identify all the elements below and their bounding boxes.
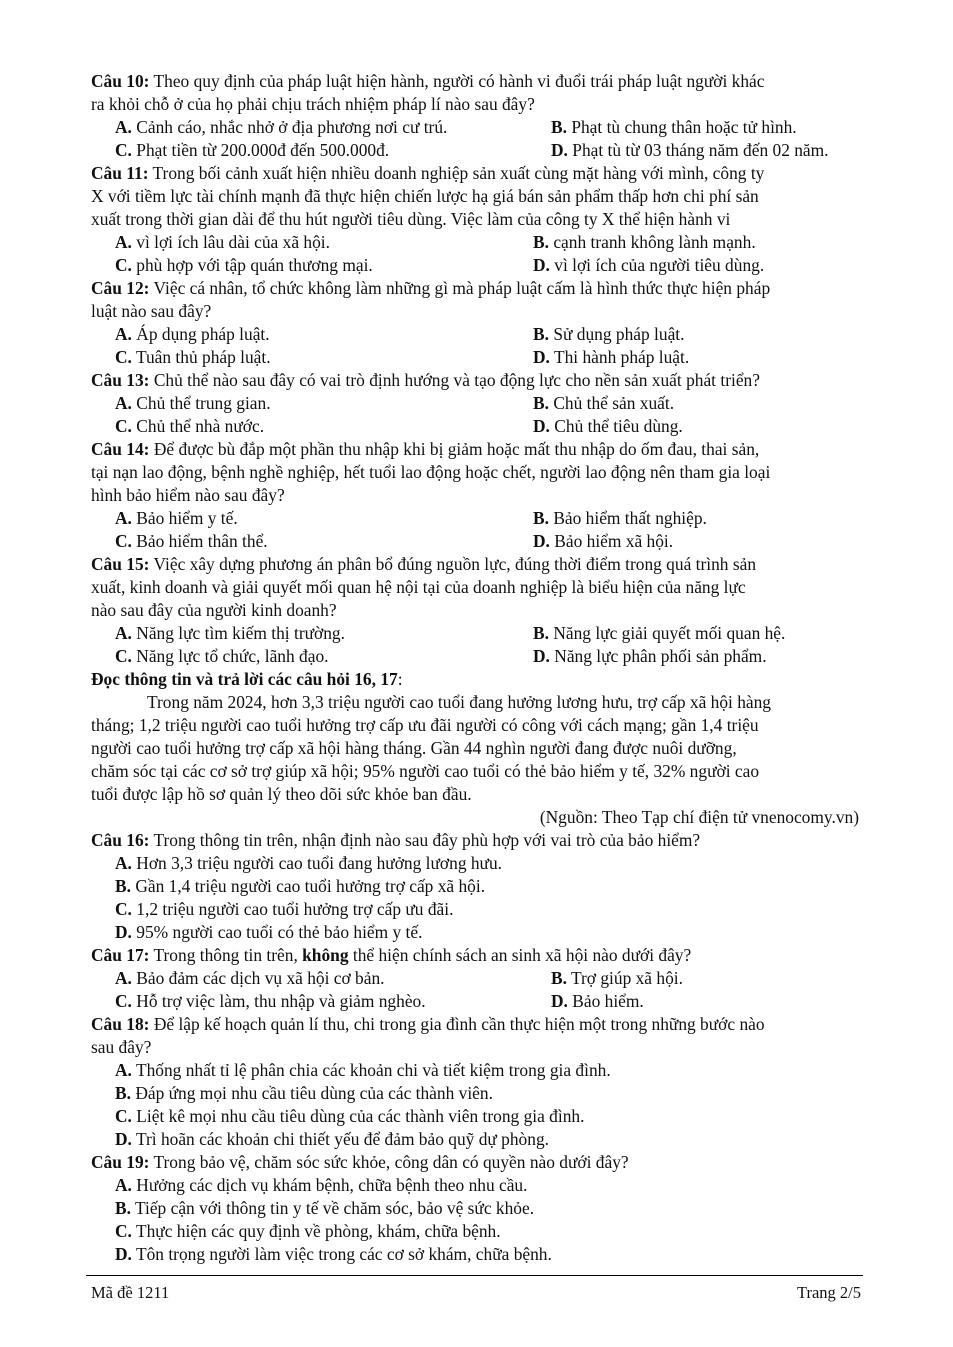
- question-stem: [91, 162, 863, 185]
- question-number: Câu 16:: [91, 830, 150, 850]
- option-c: C. Chủ thể nhà nước.: [115, 416, 265, 436]
- question-stem: [91, 277, 863, 300]
- exam-code: Mã đề 1211: [91, 1283, 170, 1302]
- option-c: C. Liệt kê mọi nhu cầu tiêu dùng của các thành viên trong gia đình.: [115, 1106, 585, 1126]
- question-stem-cont: nào sau đây của người kinh doanh?: [91, 600, 337, 620]
- option-a: A. Chủ thể trung gian.: [115, 393, 271, 413]
- question-stem-cont: sau đây?: [91, 1037, 152, 1057]
- option-c: C. Thực hiện các quy định về phòng, khám, chữa bệnh.: [115, 1221, 501, 1241]
- option-c: C. 1,2 triệu người cao tuổi hưởng trợ cấp ưu đãi.: [115, 899, 454, 919]
- option-a: A. vì lợi ích lâu dài của xã hội.: [115, 232, 330, 252]
- question-stem-cont: xuất, kinh doanh và giải quyết mối quan hệ nội tại của doanh nghiệp là biểu hiện của năng lực: [91, 577, 746, 597]
- options-row: [91, 231, 863, 254]
- question-text: Việc xây dựng phương án phân bổ đúng nguồn lực, đúng thời điểm trong quá trình sản: [149, 554, 757, 574]
- passage-line: người cao tuổi hưởng trợ cấp xã hội hàng tháng. Gần 44 nghìn người đang được nuôi dưỡng,: [91, 738, 737, 758]
- question-stem: Câu 17: Trong thông tin trên, không thể hiện chính sách an sinh xã hội nào dưới đây?: [91, 945, 692, 965]
- passage-line: tuổi được lập hồ sơ quản lý theo dõi sức khỏe ban đầu.: [91, 784, 472, 804]
- question-text: Theo quy định của pháp luật hiện hành, người có hành vi đuổi trái pháp luật người khác: [149, 71, 765, 91]
- option-b: B. Phạt tù chung thân hoặc tử hình.: [551, 117, 797, 137]
- option-a: A. Bảo hiểm y tế.: [115, 508, 238, 528]
- reading-passage: [91, 668, 863, 829]
- option-d: D. Chủ thể tiêu dùng.: [533, 416, 683, 436]
- question-stem: [91, 1151, 863, 1174]
- question-number: Câu 19:: [91, 1152, 150, 1172]
- option-a: A. Năng lực tìm kiếm thị trường.: [115, 623, 345, 643]
- question-number: Câu 17:: [91, 945, 150, 965]
- options-row: [91, 507, 863, 530]
- passage-line: chăm sóc tại các cơ sở trợ giúp xã hội; 95% người cao tuổi có thẻ bảo hiểm y tế, 32% người cao: [91, 761, 760, 781]
- question-number: Câu 14:: [91, 439, 150, 459]
- question-text: Chủ thể nào sau đây có vai trò định hướng và tạo động lực cho nền sản xuất phát triển?: [149, 370, 760, 390]
- question-15: [91, 553, 863, 668]
- passage-source: (Nguồn: Theo Tạp chí điện tử vnenocomy.vn): [539, 807, 859, 827]
- options-row: [91, 530, 863, 553]
- option-c: C. Năng lực tổ chức, lãnh đạo.: [115, 646, 329, 666]
- exam-content: [91, 70, 863, 1266]
- option-a: A. Cảnh cáo, nhắc nhở ở địa phương nơi cư trú.: [115, 117, 448, 137]
- question-stem-cont: tại nạn lao động, bệnh nghề nghiệp, hết tuổi lao động hoặc chết, người lao động nên tham gia loại: [91, 462, 771, 482]
- option-c: C. Phạt tiền từ 200.000đ đến 500.000đ.: [115, 140, 390, 160]
- option-d: D. Bảo hiểm xã hội.: [533, 531, 674, 551]
- question-10: [91, 70, 863, 162]
- option-b: B. Trợ giúp xã hội.: [551, 968, 683, 988]
- option-a: A. Thống nhất tỉ lệ phân chia các khoản chi và tiết kiệm trong gia đình.: [115, 1060, 611, 1080]
- question-stem: [91, 369, 863, 392]
- options-row: [91, 346, 863, 369]
- option-c: C. Tuân thủ pháp luật.: [115, 347, 271, 367]
- question-11: [91, 162, 863, 277]
- question-stem-cont: hình bảo hiểm nào sau đây?: [91, 485, 285, 505]
- option-d: D. vì lợi ích của người tiêu dùng.: [533, 255, 765, 275]
- options-row: [91, 254, 863, 277]
- options-row: [91, 139, 863, 162]
- options-row: [91, 415, 863, 438]
- option-c: C. phù hợp với tập quán thương mại.: [115, 255, 373, 275]
- question-number: Câu 13:: [91, 370, 150, 390]
- option-b: B. Tiếp cận với thông tin y tế về chăm sóc, bảo vệ sức khỏe.: [115, 1198, 535, 1218]
- footer-divider: [86, 1275, 863, 1276]
- question-stem-cont: ra khỏi chỗ ở của họ phải chịu trách nhiệm pháp lí nào sau đây?: [91, 94, 535, 114]
- options-row: [91, 967, 863, 990]
- option-a: A. Bảo đảm các dịch vụ xã hội cơ bản.: [115, 968, 385, 988]
- question-stem: [91, 553, 863, 576]
- question-13: [91, 369, 863, 438]
- question-text: Để được bù đắp một phần thu nhập khi bị giảm hoặc mất thu nhập do ốm đau, thai sản,: [149, 439, 760, 459]
- question-number: Câu 10:: [91, 71, 150, 91]
- option-c: C. Bảo hiểm thân thể.: [115, 531, 268, 551]
- option-d: D. Phạt tù từ 03 tháng năm đến 02 năm.: [551, 140, 829, 160]
- question-text: Để lập kế hoạch quản lí thu, chi trong gia đình cần thực hiện một trong những bước nào: [149, 1014, 765, 1034]
- question-number: Câu 15:: [91, 554, 150, 574]
- option-b: B. Năng lực giải quyết mối quan hệ.: [533, 623, 786, 643]
- option-c: C. Hỗ trợ việc làm, thu nhập và giảm nghèo.: [115, 991, 426, 1011]
- question-19: [91, 1151, 863, 1266]
- question-number: Câu 11:: [91, 163, 149, 183]
- options-row: [91, 990, 863, 1013]
- option-b: B. Gần 1,4 triệu người cao tuổi hưởng trợ cấp xã hội.: [115, 876, 486, 896]
- option-d: D. Trì hoãn các khoản chi thiết yếu để đảm bảo quỹ dự phòng.: [115, 1129, 549, 1149]
- question-stem: [91, 438, 863, 461]
- option-d: D. Thi hành pháp luật.: [533, 347, 690, 367]
- options-row: [91, 116, 863, 139]
- options-row: [91, 622, 863, 645]
- passage-line: tháng; 1,2 triệu người cao tuổi hưởng trợ cấp ưu đãi người có công với cách mạng; gần 1,4 triệu: [91, 715, 759, 735]
- question-stem-cont: xuất trong thời gian dài để thu hút người tiêu dùng. Việc làm của công ty X thể hiện hành vi: [91, 209, 731, 229]
- option-d: D. Bảo hiểm.: [551, 991, 644, 1011]
- option-d: D. 95% người cao tuổi có thẻ bảo hiểm y tế.: [115, 922, 423, 942]
- passage-line: Trong năm 2024, hơn 3,3 triệu người cao tuổi đang hưởng lương hưu, trợ cấp xã hội hàng: [147, 692, 772, 712]
- question-18: [91, 1013, 863, 1151]
- option-a: A. Hưởng các dịch vụ khám bệnh, chữa bệnh theo nhu cầu.: [115, 1175, 528, 1195]
- question-stem: [91, 1013, 863, 1036]
- question-number: Câu 18:: [91, 1014, 150, 1034]
- question-text: Trong bảo vệ, chăm sóc sức khỏe, công dân có quyền nào dưới đây?: [149, 1152, 629, 1172]
- option-b: B. cạnh tranh không lành mạnh.: [533, 232, 756, 252]
- question-text: Việc cá nhân, tổ chức không làm những gì mà pháp luật cấm là hình thức thực hiện pháp: [149, 278, 771, 298]
- option-d: D. Tôn trọng người làm việc trong các cơ sở khám, chữa bệnh.: [115, 1244, 552, 1264]
- page-number: Trang 2/5: [796, 1283, 861, 1302]
- option-d: D. Năng lực phân phối sản phẩm.: [533, 646, 767, 666]
- question-14: [91, 438, 863, 553]
- question-stem: [91, 829, 863, 852]
- question-stem-cont: luật nào sau đây?: [91, 301, 212, 321]
- options-row: [91, 392, 863, 415]
- option-a: A. Hơn 3,3 triệu người cao tuổi đang hưởng lương hưu.: [115, 853, 503, 873]
- question-16: [91, 829, 863, 944]
- option-b: B. Chủ thể sản xuất.: [533, 393, 675, 413]
- question-17: [91, 944, 863, 1013]
- options-row: [91, 323, 863, 346]
- option-b: B. Bảo hiểm thất nghiệp.: [533, 508, 707, 528]
- option-a: A. Áp dụng pháp luật.: [115, 324, 270, 344]
- question-stem-cont: X với tiềm lực tài chính mạnh đã thực hiện chiến lược hạ giá bán sản phẩm thấp hơn chi phí sản: [91, 186, 759, 206]
- question-stem: [91, 70, 863, 93]
- question-text: Trong bối cảnh xuất hiện nhiều doanh nghiệp sản xuất cùng mặt hàng với mình, công ty: [148, 163, 765, 183]
- option-b: B. Đáp ứng mọi nhu cầu tiêu dùng của các thành viên.: [115, 1083, 493, 1103]
- options-row: [91, 645, 863, 668]
- question-number: Câu 12:: [91, 278, 150, 298]
- option-b: B. Sử dụng pháp luật.: [533, 324, 685, 344]
- reading-heading: Đọc thông tin và trả lời các câu hỏi 16, 17:: [91, 669, 403, 689]
- question-text: Trong thông tin trên, nhận định nào sau đây phù hợp với vai trò của bảo hiểm?: [149, 830, 701, 850]
- question-12: [91, 277, 863, 369]
